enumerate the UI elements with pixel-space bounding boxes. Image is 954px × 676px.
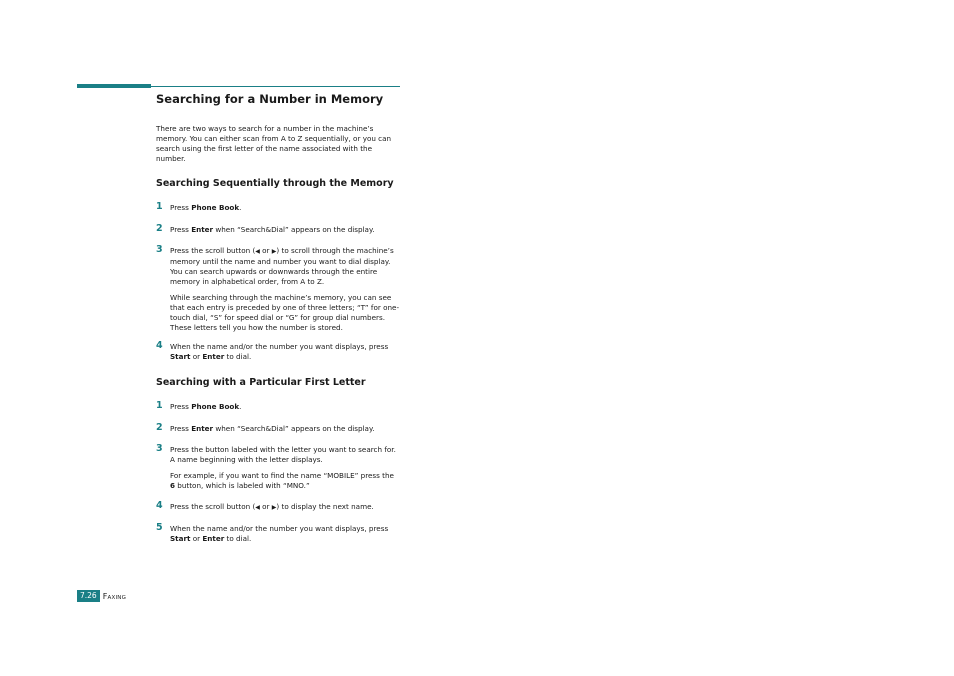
step-note: For example, if you want to find the name “MOBILE” press the 6 button, which is labeled with “MNO.”: [170, 471, 394, 490]
seq-step-3: [156, 246, 400, 333]
step-number: 2: [156, 223, 163, 234]
step-number: 3: [156, 443, 163, 454]
step-number: 4: [156, 340, 163, 351]
step-note: While searching through the machine’s memory, you can see that each entry is preceded by one of three letters; “T” for one-touch dial, “S” for speed dial or “G” for group dial numbers. These letters tell you how the number is stored.: [170, 293, 400, 332]
step-number: 4: [156, 500, 163, 511]
section-name: FAXING: [102, 591, 127, 601]
section-heading-sequential: Searching Sequentially through the Memory: [156, 178, 394, 189]
step-number: 5: [156, 522, 163, 533]
header-rule-thick: [77, 84, 151, 88]
step-text: Press Phone Book.: [170, 203, 242, 212]
step-number: 1: [156, 400, 163, 411]
page-title: Searching for a Number in Memory: [156, 92, 384, 106]
seq-step-2: [156, 225, 400, 235]
right-arrow-icon: ▶: [271, 504, 277, 511]
step-text: Press Enter when “Search&Dial” appears on the display.: [170, 225, 375, 234]
step-number: 3: [156, 244, 163, 255]
letter-step-3: [156, 445, 400, 491]
letter-step-1: [156, 402, 400, 412]
intro-paragraph: There are two ways to search for a number in the machine’s memory. You can either scan from A to Z sequentially, or you can search using the first letter of the name associated with the number.: [156, 124, 392, 163]
right-arrow-icon: ▶: [271, 248, 277, 255]
header-rule-thin: [151, 86, 400, 87]
left-arrow-icon: ◀: [255, 504, 260, 511]
seq-step-1: [156, 203, 400, 213]
seq-step-4: [156, 342, 400, 362]
page-number: 7.26: [77, 590, 100, 602]
page-footer: [77, 590, 126, 602]
step-number: 1: [156, 201, 163, 212]
step-text: Press Enter when “Search&Dial” appears on the display.: [170, 424, 375, 433]
step-text: Press the scroll button (◀ or ▶) to scroll through the machine’s memory until the name and number you want to dial display. You can search upwards or downwards through the entire memory in alphabetical order, from A to Z.: [170, 246, 394, 286]
step-text: Press the scroll button (◀ or ▶) to display the next name.: [170, 502, 374, 511]
letter-step-4: [156, 502, 400, 513]
step-text: When the name and/or the number you want displays, press Start or Enter to dial.: [170, 524, 389, 543]
step-text: When the name and/or the number you want displays, press Start or Enter to dial.: [170, 342, 389, 361]
section-heading-first-letter: Searching with a Particular First Letter: [156, 377, 366, 388]
left-arrow-icon: ◀: [255, 248, 260, 255]
letter-step-5: [156, 524, 400, 544]
step-text: Press Phone Book.: [170, 402, 242, 411]
step-number: 2: [156, 422, 163, 433]
step-text: Press the button labeled with the letter you want to search for. A name beginning with the letter displays.: [170, 445, 396, 464]
letter-step-2: [156, 424, 400, 434]
